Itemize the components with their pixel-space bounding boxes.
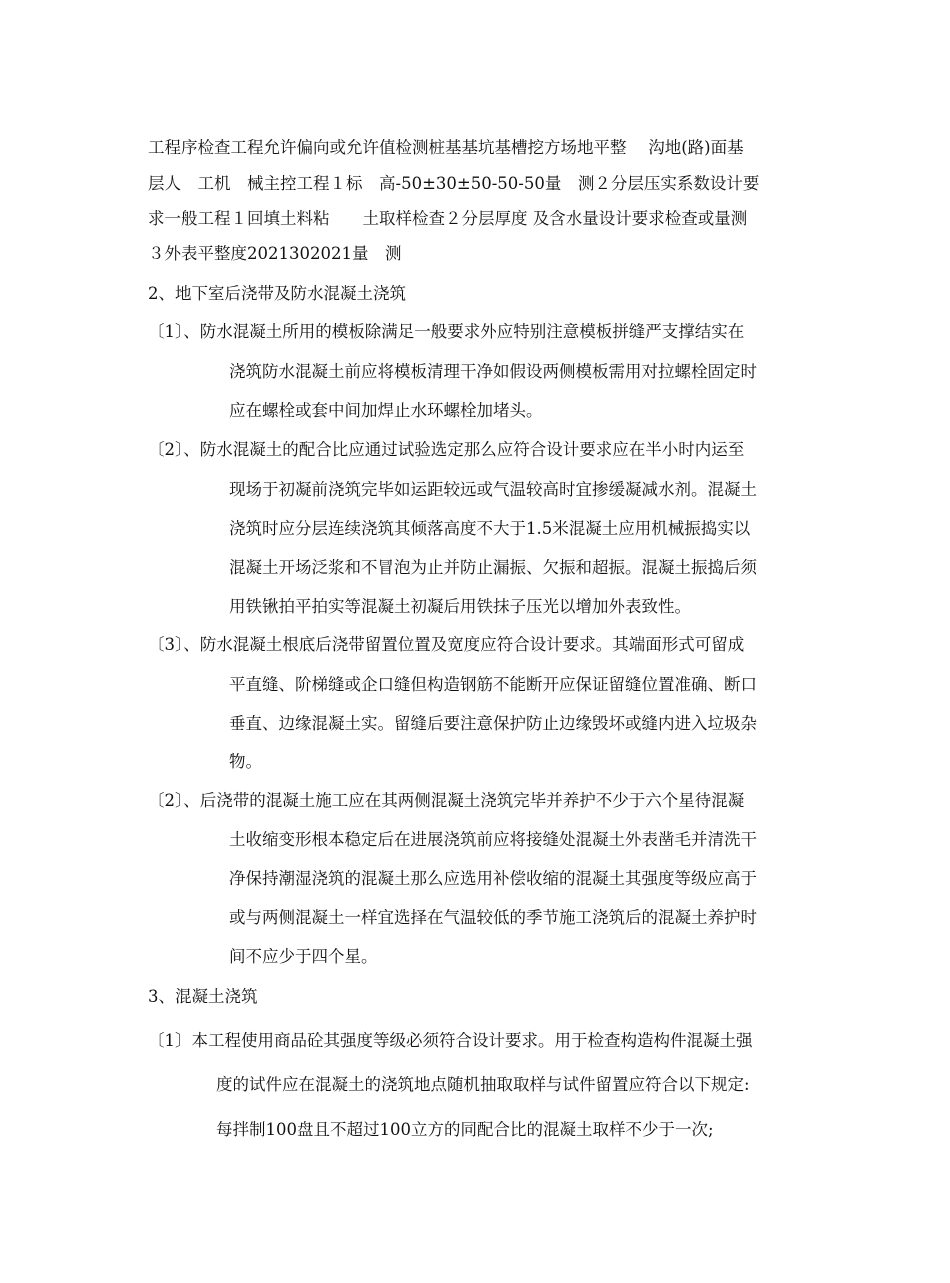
item-line: 〔3〕、防水混凝土根底后浇带留置位置及宽度应符合设计要求。其端面形式可留成 <box>148 635 745 654</box>
item-line: 〔2〕、后浇带的混凝土施工应在其两侧混凝土浇筑完毕并养护不少于六个星待混凝 <box>148 791 745 810</box>
item-line: 〔2〕、防水混凝土的配合比应通过试验选定那么应符合设计要求应在半小时内运至 <box>148 440 745 459</box>
item-line: 间不应少于四个星。 <box>229 947 378 966</box>
item-line: 浇筑防水混凝土前应将模板清理干净如假设两侧模板需用对拉螺栓固定时 <box>229 362 757 381</box>
item-line: 物。 <box>229 752 262 771</box>
item-line: 平直缝、阶梯缝或企口缝但构造钢筋不能断开应保证留缝位置准确、断口 <box>229 675 757 694</box>
item-line: 〔1〕本工程使用商品砼其强度等级必须符合设计要求。用于检查构造构件混凝土强 <box>148 1031 753 1050</box>
item-line: 每拌制100盘且不超过100立方的同配合比的混凝土取样不少于一次; <box>216 1120 714 1139</box>
item-line: 用铁锹拍平拍实等混凝土初凝后用铁抹子压光以增加外表致性。 <box>229 597 691 616</box>
intro-line: 求一般工程１回填土料粘 土取样检查２分层厚度 及含水量设计要求检查或量测 <box>148 209 748 228</box>
section-2-heading: 2、地下室后浇带及防水混凝土浇筑 <box>148 284 406 303</box>
item-line: 度的试件应在混凝土的浇筑地点随机抽取取样与试件留置应符合以下规定: <box>216 1075 750 1094</box>
item-line: 垂直、边缘混凝土实。留缝后要注意保护防止边缘毁坏或缝内进入垃圾杂 <box>229 714 757 733</box>
intro-line: 层人 工机 械主控工程１标 高-50±30±50-50-50量 测２分层压实系数设计要 <box>148 174 760 193</box>
item-line: 〔1〕、防水混凝土所用的模板除满足一般要求外应特别注意模板拼缝严支撑结实在 <box>148 322 745 341</box>
item-line: 应在螺栓或套中间加焊止水环螺栓加堵头。 <box>229 401 543 420</box>
section-3-heading: 3、混凝土浇筑 <box>148 987 258 1006</box>
item-line: 或与两侧混凝土一样宜选择在气温较低的季节施工浇筑后的混凝土养护时 <box>229 908 757 927</box>
item-line: 浇筑时应分层连续浇筑其倾落高度不大于1.5米混凝土应用机械振捣实以 <box>229 519 751 538</box>
intro-line: 工程序检查工程允许偏向或允许值检测桩基基坑基槽挖方场地平整 沟地(路)面基 <box>148 138 744 157</box>
item-line: 净保持潮湿浇筑的混凝土那么应选用补偿收缩的混凝土其强度等级应高于 <box>229 869 757 888</box>
item-line: 现场于初凝前浇筑完毕如运距较远或气温较高时宜掺缓凝减水剂。混凝土 <box>229 480 757 499</box>
intro-line: ３外表平整度2021302021量 测 <box>148 244 402 263</box>
item-line: 混凝土开场泛浆和不冒泡为止并防止漏振、欠振和超振。混凝土振捣后须 <box>229 558 757 577</box>
item-line: 土收缩变形根本稳定后在进展浇筑前应将接缝处混凝土外表凿毛并清洗干 <box>229 830 757 849</box>
